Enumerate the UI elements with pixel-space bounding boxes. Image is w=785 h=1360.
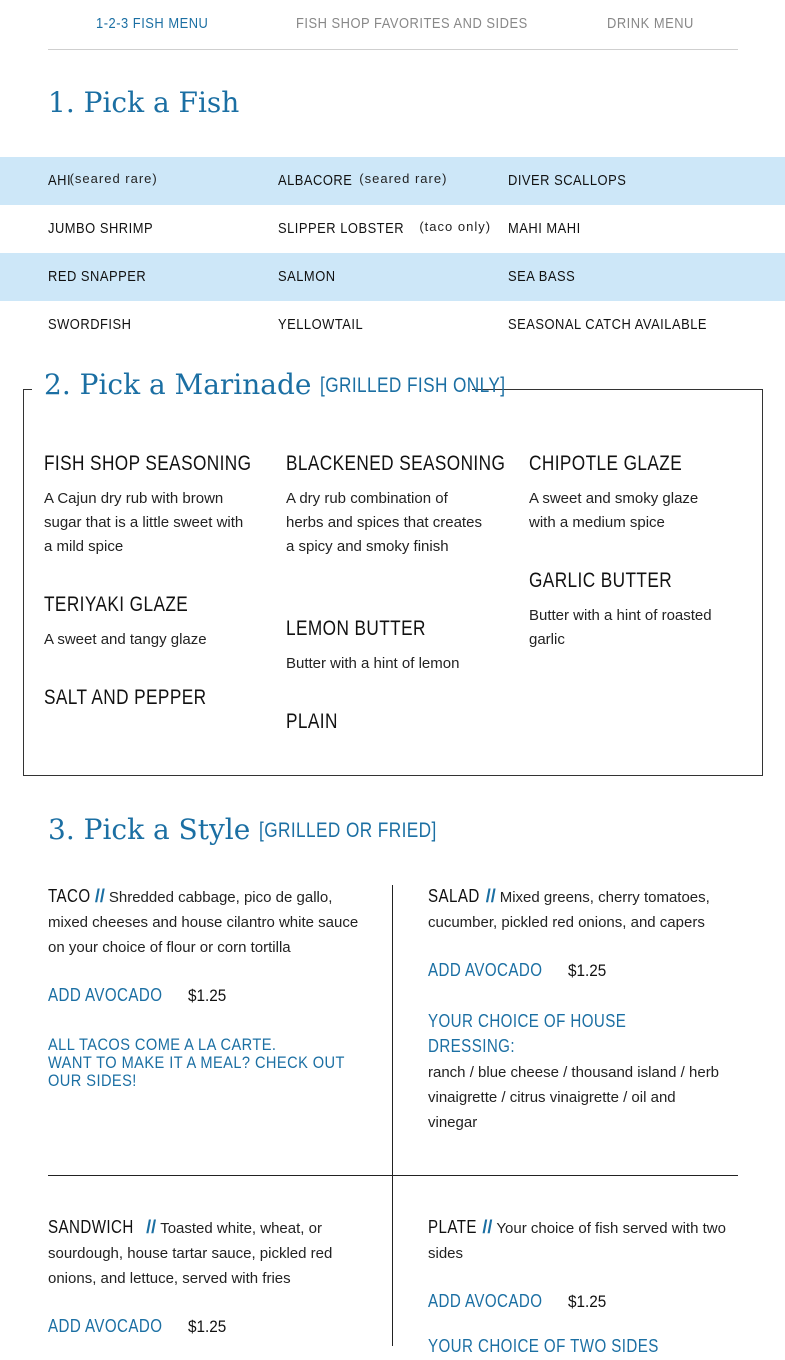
- style-column-divider: [392, 885, 393, 1346]
- fish-name: JUMBO SHRIMP: [48, 220, 154, 237]
- fish-name: MAHI MAHI: [508, 220, 581, 237]
- fish-row: [0, 301, 785, 349]
- plate-sides-label: YOUR CHOICE OF TWO SIDES: [428, 1336, 659, 1356]
- fish-name: SEASONAL CATCH AVAILABLE: [508, 316, 708, 333]
- taco-note: [48, 1036, 349, 1090]
- fish-name: SLIPPER LOBSTER: [278, 220, 405, 237]
- salad-dressing: [428, 1009, 728, 1135]
- taco-avocado-price: $1.25: [188, 986, 227, 1005]
- plate-avocado-price: $1.25: [568, 1292, 607, 1311]
- pick-marinade-title: 2. Pick a Marinade: [44, 368, 312, 401]
- plate-sides: [428, 1334, 703, 1360]
- pick-marinade-heading: [44, 368, 547, 401]
- sandwich-avocado-label: ADD AVOCADO: [48, 1316, 163, 1336]
- tab-drink-menu[interactable]: DRINK MENU: [607, 15, 694, 32]
- sandwich-avocado: [48, 1314, 231, 1340]
- taco-slash: //: [94, 886, 105, 906]
- fish-row: [0, 157, 785, 205]
- fish-item: [508, 172, 646, 189]
- fish-note: (seared rare): [69, 171, 158, 186]
- fish-item: [508, 316, 739, 333]
- taco-avocado-label: ADD AVOCADO: [48, 985, 163, 1005]
- taco-name: TACO: [48, 886, 91, 906]
- fish-row: [0, 205, 785, 253]
- salad-slash: //: [485, 886, 496, 906]
- tab-fish-menu[interactable]: 1-2-3 FISH MENU: [96, 15, 209, 32]
- fish-name: SEA BASS: [508, 268, 576, 285]
- fish-item: [278, 316, 377, 333]
- salad-dressing-options: ranch / blue cheese / thousand island / herb vinaigrette / citrus vinaigrette / oil and vinegar: [428, 1064, 720, 1131]
- taco-avocado: [48, 983, 231, 1009]
- pick-style-heading: [48, 813, 476, 846]
- fish-item: [48, 316, 145, 333]
- plate-avocado-label: ADD AVOCADO: [428, 1291, 543, 1311]
- fish-item: [48, 220, 170, 237]
- pick-marinade-subtitle: [GRILLED FISH ONLY]: [320, 374, 506, 397]
- marinade-desc: A sweet and smoky glaze with a medium spice: [529, 490, 699, 531]
- plate-slash: //: [482, 1217, 493, 1237]
- plate-avocado: [428, 1289, 611, 1315]
- fish-name: DIVER SCALLOPS: [508, 172, 627, 189]
- fish-name: SWORDFISH: [48, 316, 132, 333]
- marinade-name: GARLIC BUTTER: [529, 569, 673, 592]
- fish-item: [508, 268, 586, 285]
- marinade-name: TERIYAKI GLAZE: [44, 593, 189, 616]
- pick-fish-heading: 1. Pick a Fish: [48, 86, 240, 119]
- plate-name: PLATE: [428, 1217, 477, 1237]
- menu-tabs: [48, 0, 738, 50]
- marinade-desc: Butter with a hint of roasted garlic: [529, 607, 712, 648]
- sandwich-desc: Toasted white, wheat, or sourdough, house tartar sauce, pickled red onions, and lettuce, served with fries: [48, 1220, 333, 1287]
- salad-avocado: [428, 958, 611, 984]
- style-row-divider: [48, 1175, 738, 1176]
- taco-option: [48, 884, 368, 960]
- fish-item: [508, 220, 593, 237]
- fish-name: RED SNAPPER: [48, 268, 147, 285]
- marinade-desc: A Cajun dry rub with brown sugar that is a little sweet with a mild spice: [44, 490, 244, 555]
- sandwich-option: [48, 1215, 368, 1291]
- marinade-name: LEMON BUTTER: [286, 617, 426, 640]
- sandwich-avocado-price: $1.25: [188, 1317, 227, 1336]
- taco-note-line1: ALL TACOS COME A LA CARTE.: [48, 1035, 277, 1054]
- pick-style-subtitle: [GRILLED OR FRIED]: [259, 819, 437, 842]
- tab-favorites-and-sides[interactable]: FISH SHOP FAVORITES AND SIDES: [296, 15, 528, 32]
- sandwich-slash: //: [146, 1217, 157, 1237]
- marinade-name: CHIPOTLE GLAZE: [529, 452, 683, 475]
- salad-desc: Mixed greens, cherry tomatoes, cucumber, pickled red onions, and capers: [428, 889, 710, 931]
- salad-option: [428, 884, 733, 935]
- salad-name: SALAD: [428, 886, 480, 906]
- plate-desc: Your choice of fish served with two sides: [428, 1220, 726, 1262]
- fish-item: [278, 172, 447, 189]
- fish-note: (seared rare): [359, 171, 448, 186]
- fish-name: SALMON: [278, 268, 336, 285]
- marinade-desc: A sweet and tangy glaze: [44, 631, 207, 648]
- fish-row: [0, 253, 785, 301]
- fish-item: [48, 268, 162, 285]
- taco-note-line2: WANT TO MAKE IT A MEAL? CHECK OUT OUR SIDES!: [48, 1053, 345, 1090]
- fish-name: ALBACORE: [278, 172, 353, 189]
- salad-dressing-label: YOUR CHOICE OF HOUSE DRESSING:: [428, 1011, 627, 1056]
- fish-name: YELLOWTAIL: [278, 316, 364, 333]
- marinade-name: SALT AND PEPPER: [44, 686, 207, 709]
- marinade-desc: Butter with a hint of lemon: [286, 655, 460, 672]
- fish-item: [48, 172, 158, 189]
- marinade-name: PLAIN: [286, 710, 338, 733]
- fish-name: AHI: [48, 172, 72, 189]
- fish-item: [278, 220, 491, 237]
- fish-item: [278, 268, 345, 285]
- taco-desc: Shredded cabbage, pico de gallo, mixed cheeses and house cilantro white sauce on your choice of flour or corn tortilla: [48, 889, 359, 956]
- marinade-name: FISH SHOP SEASONING: [44, 452, 252, 475]
- sandwich-name: SANDWICH: [48, 1217, 134, 1237]
- marinade-desc: A dry rub combination of herbs and spices that creates a spicy and smoky finish: [286, 490, 482, 555]
- pick-style-title: 3. Pick a Style: [48, 813, 251, 846]
- fish-note: (taco only): [419, 219, 492, 234]
- plate-option: [428, 1215, 738, 1266]
- salad-avocado-price: $1.25: [568, 961, 607, 980]
- salad-avocado-label: ADD AVOCADO: [428, 960, 543, 980]
- marinade-name: BLACKENED SEASONING: [286, 452, 506, 475]
